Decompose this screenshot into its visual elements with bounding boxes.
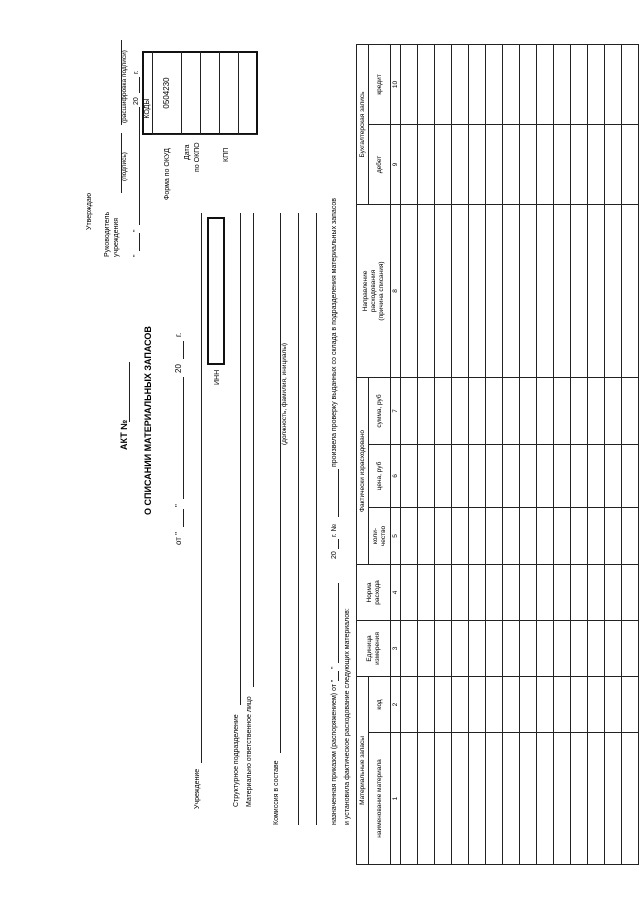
- order-year-line[interactable]: [338, 539, 339, 549]
- table-cell[interactable]: [588, 377, 605, 444]
- col-number: 7: [391, 377, 401, 444]
- table-cell[interactable]: [469, 733, 486, 865]
- table-cell[interactable]: [435, 444, 452, 507]
- table-cell[interactable]: [418, 204, 435, 377]
- table-cell[interactable]: [503, 444, 520, 507]
- table-cell[interactable]: [452, 507, 469, 564]
- table-cell[interactable]: [588, 44, 605, 124]
- date-label: Дата: [184, 144, 191, 160]
- table-row: [605, 44, 622, 864]
- table-cell[interactable]: [537, 377, 554, 444]
- table-cell[interactable]: [469, 377, 486, 444]
- codes-row-sep-2: [200, 51, 201, 135]
- table-cell[interactable]: [537, 676, 554, 732]
- table-cell[interactable]: [554, 507, 571, 564]
- table-row: [418, 44, 435, 864]
- table-cell[interactable]: [486, 676, 503, 732]
- table-cell[interactable]: [537, 733, 554, 865]
- table-cell[interactable]: [486, 444, 503, 507]
- inn-label: ИНН: [214, 369, 221, 385]
- table-cell[interactable]: [588, 124, 605, 204]
- approval-day-line: [139, 233, 140, 251]
- table-cell[interactable]: [486, 564, 503, 620]
- okud-label: Форма по ОКУД: [164, 148, 171, 200]
- table-cell[interactable]: [503, 733, 520, 865]
- responsible-person-label: Материально ответственное лицо: [246, 696, 253, 807]
- okud-value: 0504230: [162, 77, 171, 109]
- table-cell[interactable]: [520, 204, 537, 377]
- approval-month-line: [139, 107, 140, 225]
- table-cell[interactable]: [622, 733, 639, 865]
- table-cell[interactable]: [605, 377, 622, 444]
- table-cell[interactable]: [520, 507, 537, 564]
- table-cell[interactable]: [401, 204, 418, 377]
- table-cell[interactable]: [520, 444, 537, 507]
- table-cell[interactable]: [520, 733, 537, 865]
- table-cell[interactable]: [588, 507, 605, 564]
- title-year-line: [183, 341, 184, 359]
- table-cell[interactable]: [537, 444, 554, 507]
- table-cell[interactable]: [435, 44, 452, 124]
- title-day-line: [183, 509, 184, 527]
- table-cell[interactable]: [469, 444, 486, 507]
- table-cell[interactable]: [571, 507, 588, 564]
- col-price-header: цена, руб: [369, 444, 391, 507]
- order-quote-close: ": [331, 666, 338, 669]
- decode-caption: (расшифровка подписи): [121, 50, 128, 123]
- table-row: [486, 44, 503, 864]
- table-cell[interactable]: [520, 44, 537, 124]
- col-number: 10: [391, 44, 401, 124]
- table-cell[interactable]: [554, 204, 571, 377]
- group-material-header: Материальные запасы: [357, 676, 369, 864]
- table-row: [520, 44, 537, 864]
- table-cell[interactable]: [435, 124, 452, 204]
- table-row: [401, 44, 418, 864]
- table-cell[interactable]: [622, 377, 639, 444]
- table-cell[interactable]: [401, 44, 418, 124]
- col-number: 5: [391, 507, 401, 564]
- table-cell[interactable]: [435, 676, 452, 732]
- table-cell[interactable]: [520, 124, 537, 204]
- table-cell[interactable]: [503, 507, 520, 564]
- col-norm-header: Норма расхода: [357, 564, 391, 620]
- table-cell[interactable]: [469, 564, 486, 620]
- inn-field[interactable]: [207, 217, 225, 365]
- table-cell[interactable]: [452, 564, 469, 620]
- table-cell[interactable]: [469, 124, 486, 204]
- group-accounting-header: Бухгалтерская запись: [357, 44, 369, 204]
- codes-row-sep-0: [152, 51, 153, 135]
- col-sum-header: сумма, руб: [369, 377, 391, 444]
- table-cell[interactable]: [605, 124, 622, 204]
- table-cell[interactable]: [537, 124, 554, 204]
- table-cell[interactable]: [503, 377, 520, 444]
- table-cell[interactable]: [452, 733, 469, 865]
- table-cell[interactable]: [537, 564, 554, 620]
- table-cell[interactable]: [401, 377, 418, 444]
- col-number: 2: [391, 676, 401, 732]
- table-cell[interactable]: [486, 204, 503, 377]
- table-row: [554, 44, 571, 864]
- col-name-header: наименование материала: [369, 733, 391, 865]
- table-row: [537, 44, 554, 864]
- col-credit-header: кредит: [369, 44, 391, 124]
- table-row: [435, 44, 452, 864]
- table-cell[interactable]: [622, 620, 639, 676]
- table-cell[interactable]: [418, 124, 435, 204]
- group-fact-header: Фактически израсходовано: [357, 377, 369, 564]
- table-cell[interactable]: [622, 564, 639, 620]
- table-cell[interactable]: [401, 733, 418, 865]
- table-cell[interactable]: [503, 124, 520, 204]
- col-number: 8: [391, 204, 401, 377]
- table-cell[interactable]: [537, 44, 554, 124]
- col-number: 3: [391, 620, 401, 676]
- table-cell[interactable]: [554, 444, 571, 507]
- table-body: [401, 44, 639, 864]
- position-caption: (должность, фамилия, инициалы): [281, 342, 288, 445]
- page-title: О СПИСАНИИ МАТЕРИАЛЬНЫХ ЗАПАСОВ: [143, 326, 153, 515]
- table-cell[interactable]: [418, 377, 435, 444]
- table-cell[interactable]: [554, 377, 571, 444]
- head-label-1: Руководитель: [104, 211, 111, 257]
- table-cell[interactable]: [435, 733, 452, 865]
- table-row: [452, 44, 469, 864]
- title-year-prefix: 20: [174, 364, 183, 373]
- table-cell[interactable]: [571, 377, 588, 444]
- table-cell[interactable]: [622, 444, 639, 507]
- institution-label: Учреждение: [194, 768, 201, 809]
- codes-divider-1: [152, 134, 258, 135]
- commission-field-line-1[interactable]: [280, 213, 281, 753]
- col-number: 9: [391, 124, 401, 204]
- commission-field-line-3[interactable]: [316, 213, 317, 825]
- okpo-label: по ОКПО: [194, 142, 201, 172]
- col-number: 1: [391, 733, 401, 865]
- table-cell[interactable]: [520, 676, 537, 732]
- table-cell[interactable]: [503, 564, 520, 620]
- responsible-person-field[interactable]: [253, 213, 254, 687]
- table-cell[interactable]: [418, 444, 435, 507]
- col-number: 4: [391, 564, 401, 620]
- table-cell[interactable]: [622, 676, 639, 732]
- col-code-header: код: [369, 676, 391, 732]
- table-cell[interactable]: [554, 620, 571, 676]
- table-cell[interactable]: [605, 676, 622, 732]
- table-cell[interactable]: [571, 204, 588, 377]
- table-cell[interactable]: [605, 564, 622, 620]
- order-text-2: произвела проверку выданных со склада в подразделения материальных запасов: [331, 198, 338, 467]
- table-cell[interactable]: [605, 44, 622, 124]
- table-cell[interactable]: [554, 124, 571, 204]
- table-cell[interactable]: [554, 564, 571, 620]
- table-cell[interactable]: [503, 676, 520, 732]
- table-cell[interactable]: [605, 733, 622, 865]
- table-cell[interactable]: [622, 507, 639, 564]
- table-row: [622, 44, 639, 864]
- table-cell[interactable]: [452, 44, 469, 124]
- table-cell[interactable]: [622, 204, 639, 377]
- table-cell[interactable]: [622, 44, 639, 124]
- table-cell[interactable]: [418, 564, 435, 620]
- title-quote-close: ": [174, 504, 183, 507]
- col-unit-header: Единица измерения: [357, 620, 391, 676]
- table-cell[interactable]: [520, 620, 537, 676]
- table-cell[interactable]: [435, 620, 452, 676]
- table-cell[interactable]: [622, 124, 639, 204]
- table-cell[interactable]: [520, 377, 537, 444]
- title-from-label: от ": [174, 532, 183, 545]
- table-cell[interactable]: [418, 733, 435, 865]
- col-debit-header: дебет: [369, 124, 391, 204]
- table-cell[interactable]: [571, 124, 588, 204]
- signature-caption: (подпись): [121, 152, 128, 181]
- table-cell[interactable]: [486, 44, 503, 124]
- table-cell[interactable]: [503, 204, 520, 377]
- table-cell[interactable]: [486, 733, 503, 865]
- table-cell[interactable]: [571, 620, 588, 676]
- codes-row-sep-3: [219, 51, 220, 135]
- order-year-suffix: г. №: [331, 523, 338, 537]
- table-cell[interactable]: [605, 620, 622, 676]
- table-cell[interactable]: [503, 620, 520, 676]
- table-cell[interactable]: [605, 204, 622, 377]
- table-cell[interactable]: [554, 44, 571, 124]
- table-cell[interactable]: [469, 620, 486, 676]
- kpp-label: КПП: [223, 147, 230, 162]
- table-cell[interactable]: [588, 733, 605, 865]
- table-cell[interactable]: [452, 204, 469, 377]
- table-row: [469, 44, 486, 864]
- commission-field-line-2[interactable]: [298, 213, 299, 825]
- order-text-1: назначенная приказом (распоряжением) от ": [331, 679, 338, 825]
- table-cell[interactable]: [571, 444, 588, 507]
- structural-unit-label: Структурное подразделение: [233, 714, 240, 807]
- title-month-line: [183, 377, 184, 499]
- table-cell[interactable]: [588, 620, 605, 676]
- column-numbers-row: [391, 44, 401, 864]
- table-cell[interactable]: [435, 507, 452, 564]
- table-cell[interactable]: [588, 676, 605, 732]
- table-cell[interactable]: [401, 676, 418, 732]
- table-cell[interactable]: [571, 44, 588, 124]
- table-cell[interactable]: [486, 377, 503, 444]
- table-cell[interactable]: [418, 620, 435, 676]
- materials-table: [356, 44, 639, 865]
- table-cell[interactable]: [537, 507, 554, 564]
- table-cell[interactable]: [435, 564, 452, 620]
- commission-label: Комиссия в составе: [273, 760, 280, 825]
- table-cell[interactable]: [435, 377, 452, 444]
- approval-year-suffix: г.: [133, 70, 140, 74]
- table-cell[interactable]: [469, 676, 486, 732]
- table-cell[interactable]: [588, 444, 605, 507]
- table-cell[interactable]: [401, 507, 418, 564]
- table-cell[interactable]: [452, 124, 469, 204]
- table-cell[interactable]: [605, 444, 622, 507]
- order-year-prefix: 20: [331, 551, 338, 559]
- table-cell[interactable]: [571, 564, 588, 620]
- order-month-line[interactable]: [338, 583, 339, 663]
- structural-unit-field[interactable]: [240, 213, 241, 705]
- table-cell[interactable]: [605, 507, 622, 564]
- col-number: 6: [391, 444, 401, 507]
- table-cell[interactable]: [469, 507, 486, 564]
- table-cell[interactable]: [486, 124, 503, 204]
- table-cell[interactable]: [452, 444, 469, 507]
- institution-field[interactable]: [201, 213, 202, 763]
- head-label-2: учреждения: [113, 217, 120, 257]
- approval-quote-open: ": [133, 254, 140, 257]
- approval-quote-close: ": [133, 229, 140, 232]
- table-row: [571, 44, 588, 864]
- table-cell[interactable]: [571, 733, 588, 865]
- table-cell[interactable]: [401, 124, 418, 204]
- table-cell[interactable]: [435, 204, 452, 377]
- approval-year-prefix: 20: [133, 97, 140, 105]
- table-cell[interactable]: [486, 507, 503, 564]
- established-text: и установила фактическое расходование следующих материалов:: [344, 608, 351, 825]
- table-cell[interactable]: [469, 204, 486, 377]
- table-cell[interactable]: [537, 204, 554, 377]
- table-cell[interactable]: [554, 676, 571, 732]
- table-cell[interactable]: [401, 444, 418, 507]
- approval-year-line: [139, 77, 140, 93]
- table-cell[interactable]: [418, 676, 435, 732]
- title-year-suffix: г.: [174, 332, 183, 337]
- col-qty-header: коли- чество: [369, 507, 391, 564]
- table-cell[interactable]: [452, 377, 469, 444]
- col-direction-header: Направление расходования (причина списания): [357, 204, 391, 377]
- codes-header: КОДЫ: [144, 98, 151, 119]
- table-cell[interactable]: [554, 733, 571, 865]
- order-number-line[interactable]: [338, 469, 339, 517]
- table-cell[interactable]: [469, 44, 486, 124]
- codes-row-sep-1: [181, 51, 182, 135]
- table-row: [503, 44, 520, 864]
- approve-label: Утверждаю: [86, 193, 93, 230]
- act-number-line: [129, 362, 130, 422]
- table-cell[interactable]: [401, 564, 418, 620]
- table-row: [588, 44, 605, 864]
- table-cell[interactable]: [588, 204, 605, 377]
- table-cell[interactable]: [418, 44, 435, 124]
- table-cell[interactable]: [571, 676, 588, 732]
- table-cell[interactable]: [401, 620, 418, 676]
- act-label: АКТ №: [119, 419, 129, 450]
- table-cell[interactable]: [486, 620, 503, 676]
- table-cell[interactable]: [503, 44, 520, 124]
- codes-row-sep-4: [238, 51, 239, 135]
- order-day-line[interactable]: [338, 671, 339, 681]
- table-cell[interactable]: [418, 507, 435, 564]
- table-cell[interactable]: [452, 676, 469, 732]
- table-cell[interactable]: [537, 620, 554, 676]
- table-cell[interactable]: [452, 620, 469, 676]
- table-cell[interactable]: [588, 564, 605, 620]
- table-cell[interactable]: [520, 564, 537, 620]
